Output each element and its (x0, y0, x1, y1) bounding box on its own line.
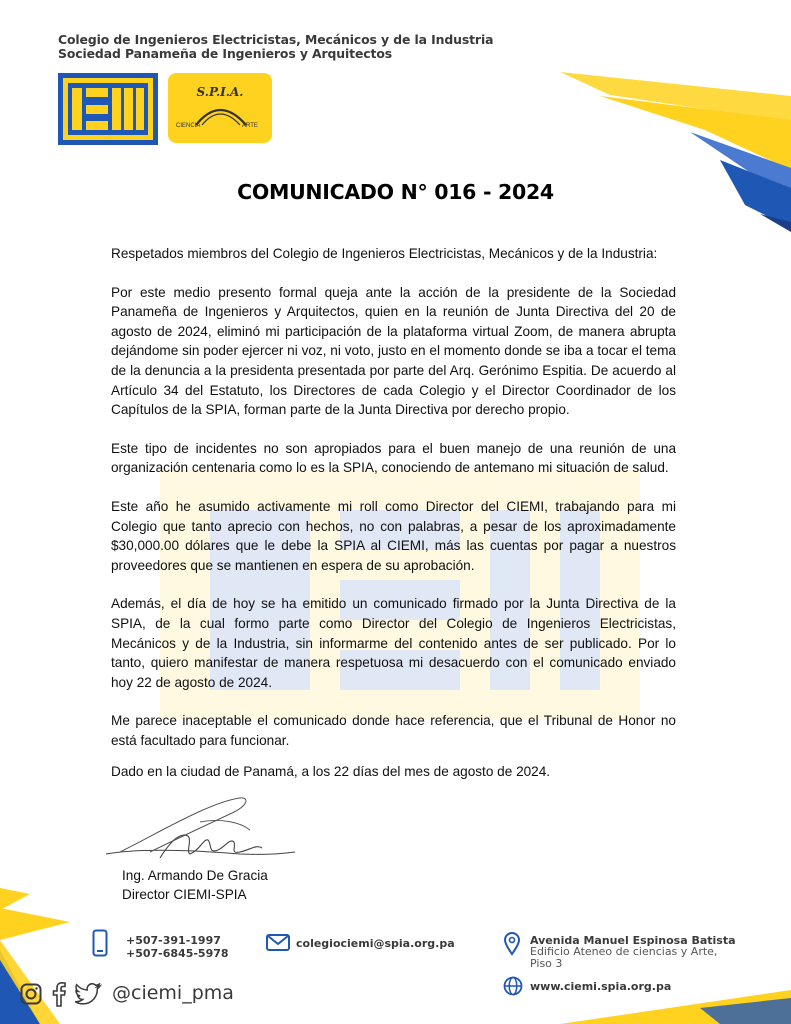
location-icon (503, 932, 521, 956)
address-line-3: Piso 3 (530, 957, 563, 970)
signature-name: Ing. Armando De Gracia (122, 868, 268, 883)
mail-icon (266, 934, 290, 951)
paragraph: Por este medio presento formal queja ante la acción de la presidente de la Sociedad Panameña de Ingenieros y Arquitectos, quien en la reunión de Junta Directiva del 20 de agosto de 2024, eliminó mi participación de la plataforma virtual Zoom, de manera abrupta dejándome sin poder ejercer ni voz, ni voto, justo en el momento donde se iba a tocar el tema de la denuncia a la presidenta presentada por parte del Arq. Gerónimo Espitia. De acuerdo al Artículo 34 del Estatuto, los Directores de cada Colegio y el Director Coordinador de los Capítulos de la SPIA, forman parte de la Junta Directiva por derecho propio. (111, 284, 676, 418)
twitter-icon[interactable] (74, 983, 102, 1005)
arch-icon (168, 73, 272, 143)
spia-logo-left: CIENCIA (176, 123, 201, 129)
ciemi-logo (58, 73, 158, 145)
instagram-icon[interactable] (20, 983, 42, 1005)
email-link[interactable]: colegiociemi@spia.org.pa (296, 937, 455, 950)
phone-number-2[interactable]: +507-6845-5978 (126, 947, 229, 960)
globe-icon (503, 976, 523, 996)
address-title: Avenida Manuel Espinosa Batista (530, 934, 736, 947)
paragraph: Además, el día de hoy se ha emitido un comunicado firmado por la Junta Directiva de la SPIA, de la cual formo parte como Director del Colegio de Ingenieros Electricistas, Mecánicos y de la Industria, sin informarme del contenido antes de ser publicado. Por lo tanto, quiero manifestar de manera respetuosa mi desacuerdo con el comunicado enviado hoy 22 de agosto de 2024. (111, 596, 676, 690)
header-line-1: Colegio de Ingenieros Electricistas, Mecánicos y de la Industria (58, 32, 494, 47)
header-line-2: Sociedad Panameña de Ingenieros y Arquitectos (58, 46, 393, 61)
spia-logo-text: S.P.I.A. (196, 85, 244, 99)
social-handle[interactable]: @ciemi_pma (112, 982, 234, 1004)
handwritten-signature (100, 792, 300, 872)
document-title: COMUNICADO N° 016 - 2024 (237, 180, 554, 204)
phone-number-1[interactable]: +507-391-1997 (126, 934, 221, 947)
phone-icon (92, 929, 108, 957)
signature-role: Director CIEMI-SPIA (122, 887, 247, 902)
paragraph: Respetados miembros del Colegio de Ingenieros Electricistas, Mecánicos y de la Industria: (111, 246, 658, 261)
paragraph: Este año he asumido activamente mi roll como Director del CIEMI, trabajando para mi Colegio que tanto aprecio con hechos, no con palabras, a pesar de los aproximadamente $30,000.00 dólares que le debe la SPIA al CIEMI, más las cuentas por pagar a nuestros proveedores que se mantienen en espera de su aprobación. (111, 498, 676, 573)
spia-logo (168, 73, 272, 143)
paragraph: Dado en la ciudad de Panamá, a los 22 días del mes de agosto de 2024. (111, 764, 551, 780)
document-body (111, 244, 676, 801)
facebook-icon[interactable] (52, 981, 66, 1007)
spia-logo-right: ARTE (242, 123, 258, 129)
website-link[interactable]: www.ciemi.spia.org.pa (530, 980, 672, 993)
address-line-2: Edificio Ateneo de ciencias y Arte, (530, 945, 718, 958)
paragraph: Este tipo de incidentes no son apropiados para el buen manejo de una reunión de una organización centenaria como lo es la SPIA, conociendo de antemano mi situación de salud. (111, 440, 676, 476)
paragraph: Me parece inaceptable el comunicado donde hace referencia, que el Tribunal de Honor no está facultado para funcionar. (111, 713, 676, 748)
